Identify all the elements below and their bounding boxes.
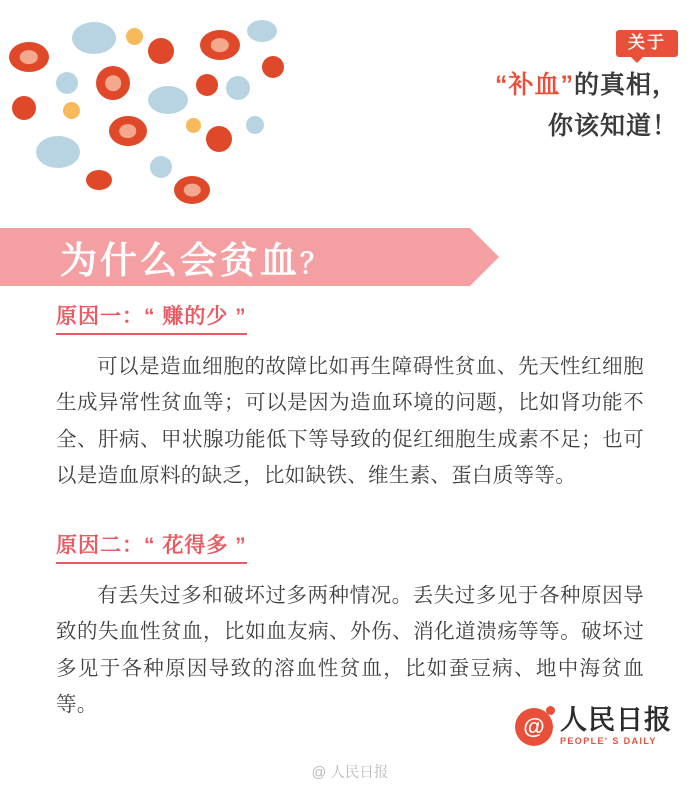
blood-cell-blue bbox=[246, 116, 264, 134]
banner-title: 为什么会贫血 bbox=[60, 240, 300, 281]
at-symbol-icon: @ bbox=[515, 708, 553, 746]
banner-title-wrap bbox=[60, 230, 331, 284]
blood-cell-red bbox=[109, 116, 147, 146]
blood-cell-blue bbox=[150, 156, 172, 178]
section-cause-1-heading: 原因一：“ 赚的少 ” bbox=[56, 300, 247, 335]
headline-line-2-rest: 的真相， bbox=[573, 71, 678, 100]
publisher-name-cn: 人民日报 bbox=[560, 705, 672, 735]
publisher-name-block bbox=[560, 707, 672, 746]
section-cause-1-text: 可以是造血细胞的故障比如再生障碍性贫血、先天性红细胞生成异常性贫血等；可以是因为造血环境的问题，比如肾功能不全、肝病、甲状腺功能低下等导致的促红细胞生成素不足；也可以是造血原料的缺乏，比如缺铁、维生素、蛋白质等等。 bbox=[56, 355, 644, 488]
article-body bbox=[0, 300, 700, 724]
blood-cell-blue bbox=[226, 76, 250, 100]
blood-cell-red bbox=[262, 56, 284, 78]
blood-cell-red bbox=[148, 38, 174, 64]
illustration-area bbox=[0, 0, 700, 212]
weibo-handle: @ 人民日报 bbox=[311, 765, 389, 781]
blood-cell-red bbox=[9, 42, 49, 72]
blood-cell-blue bbox=[247, 20, 277, 42]
blood-cell-red bbox=[96, 66, 130, 100]
publisher-logo bbox=[515, 707, 672, 746]
banner-question-mark: ？ bbox=[300, 248, 332, 279]
section-cause-2-text: 有丢失过多和破坏过多两种情况。丢失过多见于各种原因导致的失血性贫血，比如血友病、外伤、消化道溃疡等等。破坏过多见于各种原因导致的溶血性贫血，比如蚕豆病、地中海贫血等。 bbox=[56, 583, 644, 717]
blood-cell-blue bbox=[148, 86, 188, 114]
blood-cell-red bbox=[174, 176, 210, 204]
section-banner bbox=[0, 218, 700, 296]
blood-cell-red bbox=[206, 126, 232, 152]
blood-cell-blue bbox=[56, 72, 78, 94]
section-cause-2-heading: 原因二：“ 花得多 ” bbox=[56, 529, 247, 564]
headline-block bbox=[495, 30, 678, 143]
blood-cell-red bbox=[86, 170, 112, 190]
blood-cell-blue bbox=[36, 136, 80, 168]
blood-cell-red bbox=[12, 96, 36, 120]
blood-cell-red bbox=[196, 74, 218, 96]
headline-line-3: 你该知道！ bbox=[547, 112, 678, 141]
section-cause-2 bbox=[56, 529, 644, 724]
blood-cell-blue bbox=[72, 22, 116, 54]
topic-tag: 关于 bbox=[616, 30, 678, 57]
blood-cell-red bbox=[200, 30, 240, 60]
section-cause-1 bbox=[56, 300, 644, 495]
blood-cell-orange bbox=[126, 28, 143, 45]
blood-cell-orange bbox=[186, 118, 201, 133]
headline-line-2 bbox=[495, 69, 678, 102]
headline-highlight: “补血” bbox=[494, 71, 574, 100]
publisher-name-en: PEOPLE' S DAILY bbox=[560, 736, 657, 746]
blood-cell-orange bbox=[63, 102, 80, 119]
